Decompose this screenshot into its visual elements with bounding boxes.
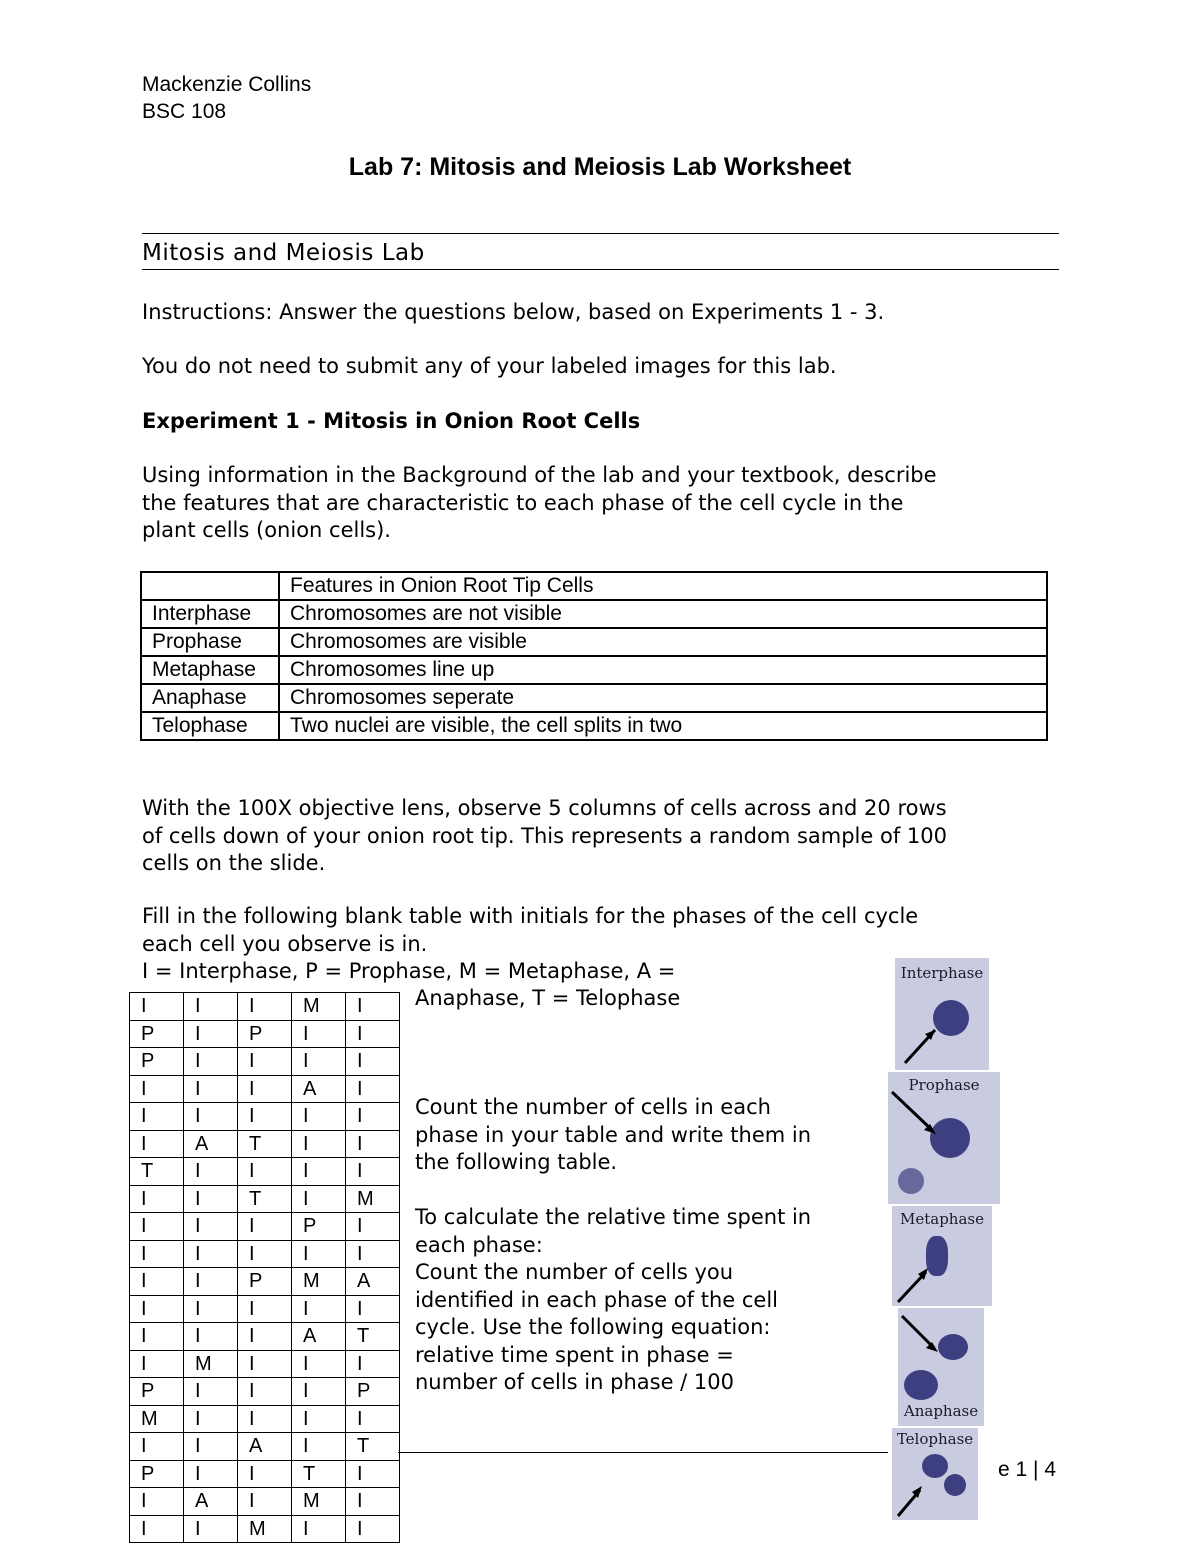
grid-row (130, 1240, 400, 1268)
grid-cell: P (130, 1378, 184, 1406)
grid-cell: I (238, 1103, 292, 1131)
grid-cell: I (130, 1075, 184, 1103)
grid-cell: M (184, 1350, 238, 1378)
grid-cell: I (184, 1213, 238, 1241)
grid-cell: I (184, 1323, 238, 1351)
grid-cell: I (184, 1075, 238, 1103)
grid-cell: I (292, 1103, 346, 1131)
telophase-micrograph (892, 1428, 978, 1520)
grid-cell: P (130, 1048, 184, 1076)
grid-cell: I (292, 1240, 346, 1268)
grid-cell: I (130, 1130, 184, 1158)
grid-row (130, 1323, 400, 1351)
calc-instructions (415, 1204, 811, 1397)
arrow-icon (895, 958, 989, 1070)
grid-row (130, 1378, 400, 1406)
footer-rule (398, 1452, 888, 1453)
grid-row (130, 1488, 400, 1516)
micrograph-label: Anaphase (903, 1402, 979, 1420)
grid-cell: I (346, 1075, 400, 1103)
grid-cell: I (346, 993, 400, 1021)
grid-cell: I (292, 1020, 346, 1048)
student-name: Mackenzie Collins (142, 73, 312, 96)
grid-cell: I (184, 1240, 238, 1268)
fill-line: Fill in the following blank table with initials for the phases of the cell cycle (142, 904, 919, 928)
calc-line: Count the number of cells you (415, 1260, 734, 1284)
grid-row (130, 1103, 400, 1131)
instructions-text: Instructions: Answer the questions below, based on Experiments 1 - 3. (142, 300, 885, 324)
anaphase-micrograph (898, 1308, 984, 1426)
grid-cell: T (238, 1130, 292, 1158)
grid-cell: I (292, 1433, 346, 1461)
grid-row (130, 1268, 400, 1296)
submission-note: You do not need to submit any of your labeled images for this lab. (142, 354, 837, 378)
phase-features-table (140, 571, 1048, 741)
grid-cell: A (238, 1433, 292, 1461)
grid-cell: I (346, 1158, 400, 1186)
grid-cell: I (238, 1213, 292, 1241)
count-line: the following table. (415, 1150, 618, 1174)
grid-cell: I (292, 1405, 346, 1433)
grid-cell: I (346, 1460, 400, 1488)
grid-cell: I (184, 1185, 238, 1213)
grid-cell: I (238, 1048, 292, 1076)
grid-cell: I (292, 1048, 346, 1076)
grid-cell: A (346, 1268, 400, 1296)
header-cell-empty (141, 572, 279, 600)
observe-instructions (142, 795, 1062, 878)
grid-cell: A (292, 1075, 346, 1103)
metaphase-micrograph (892, 1206, 992, 1306)
observe-line: cells on the slide. (142, 851, 326, 875)
interphase-micrograph (895, 958, 989, 1070)
phase-cell: Prophase (141, 628, 279, 656)
prophase-micrograph (888, 1072, 1000, 1204)
observe-line: With the 100X objective lens, observe 5 columns of cells across and 20 rows (142, 796, 947, 820)
grid-cell: I (292, 1350, 346, 1378)
page-number: e 1 | 4 (998, 1458, 1056, 1481)
grid-cell: I (346, 1020, 400, 1048)
micrograph-label: Prophase (908, 1076, 980, 1094)
grid-row (130, 1213, 400, 1241)
grid-cell: I (346, 1048, 400, 1076)
calc-line: each phase: (415, 1232, 543, 1257)
phase-cell: Metaphase (141, 656, 279, 684)
grid-cell: P (130, 1020, 184, 1048)
calc-line: number of cells in phase / 100 (415, 1370, 734, 1394)
grid-cell: I (292, 1158, 346, 1186)
grid-cell: T (346, 1323, 400, 1351)
page-title: Lab 7: Mitosis and Meiosis Lab Worksheet (348, 153, 852, 181)
grid-cell: M (130, 1405, 184, 1433)
grid-cell: I (184, 1460, 238, 1488)
grid-cell: I (238, 1488, 292, 1516)
arrow-icon (892, 1428, 978, 1520)
observe-line: of cells down of your onion root tip. This represents a random sample of 100 (142, 823, 947, 848)
grid-cell: I (292, 1378, 346, 1406)
grid-row (130, 1515, 400, 1543)
grid-cell: A (292, 1323, 346, 1351)
feature-cell: Chromosomes are visible (279, 628, 1047, 656)
grid-cell: I (346, 1240, 400, 1268)
phase-cell: Telophase (141, 712, 279, 740)
grid-row (130, 1460, 400, 1488)
table-row (141, 712, 1047, 740)
calc-line: identified in each phase of the cell (415, 1287, 778, 1312)
feature-cell: Chromosomes seperate (279, 684, 1047, 712)
grid-cell: A (184, 1488, 238, 1516)
grid-cell: I (184, 1103, 238, 1131)
grid-cell: I (184, 1048, 238, 1076)
prompt-line: Using information in the Background of the lab and your textbook, describe (142, 463, 937, 487)
grid-cell: I (292, 1515, 346, 1543)
grid-cell: I (238, 1240, 292, 1268)
grid-cell: I (292, 1295, 346, 1323)
grid-cell: I (130, 1240, 184, 1268)
grid-row (130, 1295, 400, 1323)
grid-row (130, 1075, 400, 1103)
micrograph-label: Interphase (900, 964, 984, 982)
grid-cell: I (346, 1405, 400, 1433)
cell-phase-grid (129, 992, 400, 1543)
grid-cell: M (238, 1515, 292, 1543)
grid-cell: I (130, 1323, 184, 1351)
grid-cell: I (238, 1158, 292, 1186)
grid-cell: I (184, 1433, 238, 1461)
grid-cell: A (184, 1130, 238, 1158)
table-row (141, 628, 1047, 656)
grid-cell: I (184, 1378, 238, 1406)
fill-line-continued: Anaphase, T = Telophase (415, 986, 681, 1010)
feature-cell: Two nuclei are visible, the cell splits in two (279, 712, 1047, 740)
count-instructions (415, 1094, 811, 1177)
grid-cell: I (184, 993, 238, 1021)
grid-cell: I (346, 1130, 400, 1158)
grid-cell: I (346, 1295, 400, 1323)
arrow-icon (892, 1206, 992, 1306)
grid-cell: I (238, 1295, 292, 1323)
grid-cell: M (292, 1268, 346, 1296)
grid-row (130, 1185, 400, 1213)
grid-cell: M (292, 993, 346, 1021)
header-cell-features: Features in Onion Root Tip Cells (279, 572, 1047, 600)
grid-cell: I (184, 1405, 238, 1433)
count-line: Count the number of cells in each (415, 1095, 771, 1119)
grid-cell: I (184, 1268, 238, 1296)
fill-line: I = Interphase, P = Prophase, M = Metaphase, A = (142, 959, 676, 983)
table-row (141, 684, 1047, 712)
grid-cell: P (346, 1378, 400, 1406)
grid-cell: I (130, 1488, 184, 1516)
micrograph-label: Telophase (896, 1430, 974, 1448)
grid-cell: I (130, 1268, 184, 1296)
grid-cell: P (238, 1020, 292, 1048)
table-row (141, 656, 1047, 684)
grid-cell: I (292, 1130, 346, 1158)
grid-row (130, 1020, 400, 1048)
section-rule-top (142, 233, 1059, 234)
grid-cell: I (346, 1488, 400, 1516)
calc-line: To calculate the relative time spent in (415, 1205, 812, 1229)
grid-cell: I (130, 1433, 184, 1461)
calc-line: relative time spent in phase = (415, 1342, 734, 1367)
section-title: Mitosis and Meiosis Lab (142, 240, 425, 266)
fill-line: each cell you observe is in. (142, 931, 428, 956)
experiment1-heading: Experiment 1 - Mitosis in Onion Root Cells (142, 409, 641, 433)
grid-cell: I (184, 1020, 238, 1048)
table-header-row (141, 572, 1047, 600)
grid-cell: I (130, 993, 184, 1021)
grid-cell: I (130, 1350, 184, 1378)
feature-cell: Chromosomes line up (279, 656, 1047, 684)
grid-row (130, 1405, 400, 1433)
prompt-line: the features that are characteristic to each phase of the cell cycle in the (142, 490, 904, 515)
grid-cell: P (238, 1268, 292, 1296)
grid-cell: T (130, 1158, 184, 1186)
count-line: phase in your table and write them in (415, 1122, 812, 1147)
arrow-icon (888, 1072, 1000, 1204)
grid-cell: T (346, 1433, 400, 1461)
grid-cell: I (346, 1515, 400, 1543)
grid-cell: I (238, 993, 292, 1021)
grid-row (130, 993, 400, 1021)
grid-cell: I (238, 1323, 292, 1351)
grid-cell: I (184, 1295, 238, 1323)
grid-cell: M (292, 1488, 346, 1516)
micrograph-label: Metaphase (900, 1210, 984, 1228)
calc-line: cycle. Use the following equation: (415, 1315, 771, 1339)
grid-cell: I (130, 1295, 184, 1323)
grid-cell: I (238, 1075, 292, 1103)
grid-row (130, 1130, 400, 1158)
grid-cell: I (292, 1185, 346, 1213)
grid-cell: I (130, 1103, 184, 1131)
grid-cell: I (238, 1405, 292, 1433)
grid-cell: I (346, 1350, 400, 1378)
section-rule-bottom (142, 269, 1059, 270)
grid-cell: I (184, 1515, 238, 1543)
grid-cell: M (346, 1185, 400, 1213)
grid-row (130, 1158, 400, 1186)
table-row (141, 600, 1047, 628)
grid-row (130, 1433, 400, 1461)
grid-cell: I (130, 1185, 184, 1213)
grid-cell: I (238, 1460, 292, 1488)
grid-row (130, 1048, 400, 1076)
grid-cell: T (238, 1185, 292, 1213)
grid-cell: I (346, 1213, 400, 1241)
experiment1-prompt (142, 462, 1062, 545)
grid-cell: T (292, 1460, 346, 1488)
course-code: BSC 108 (142, 100, 227, 123)
grid-cell: I (130, 1213, 184, 1241)
grid-cell: I (346, 1103, 400, 1131)
grid-cell: I (184, 1158, 238, 1186)
grid-cell: I (238, 1350, 292, 1378)
prompt-line: plant cells (onion cells). (142, 518, 391, 542)
grid-cell: I (238, 1378, 292, 1406)
grid-cell: P (292, 1213, 346, 1241)
grid-cell: P (130, 1460, 184, 1488)
phase-cell: Interphase (141, 600, 279, 628)
grid-cell: I (130, 1515, 184, 1543)
feature-cell: Chromosomes are not visible (279, 600, 1047, 628)
phase-cell: Anaphase (141, 684, 279, 712)
grid-row (130, 1350, 400, 1378)
